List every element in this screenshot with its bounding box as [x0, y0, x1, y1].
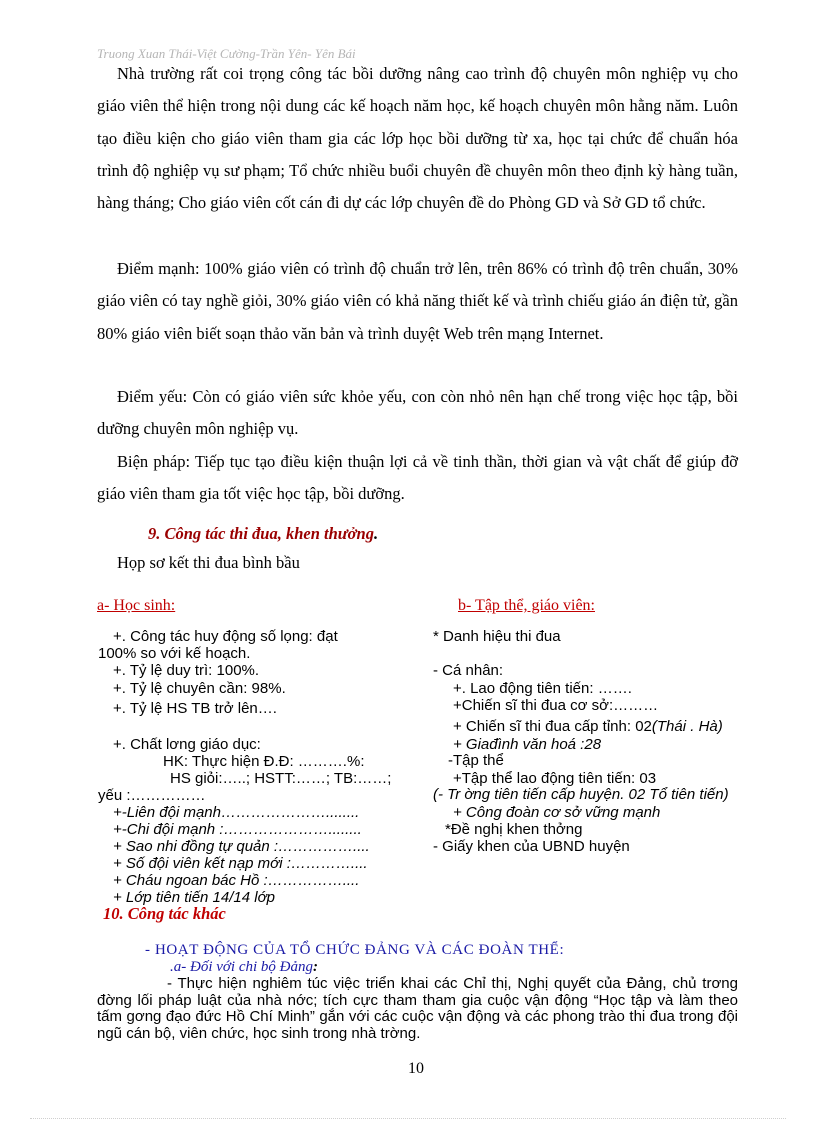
- list-item: * Danh hiệu thi đua: [433, 628, 561, 645]
- list-item: yếu :……………: [98, 787, 206, 804]
- page-bottom-rule: [30, 1118, 786, 1119]
- list-item: -Tập thể: [448, 752, 504, 769]
- paragraph-measures: Biện pháp: Tiếp tục tạo điều kiện thuận lợi cả về tinh thần, thời gian và vật chất để giúp đỡ giáo viên tham gia tốt việc học tập, bồi dưỡng.: [97, 452, 738, 504]
- list-item: HK: Thực hiện Đ.Đ: ……….%:: [163, 753, 365, 770]
- list-item: - Cá nhân:: [433, 662, 504, 679]
- paragraph-weaknesses: Điểm yếu: Còn có giáo viên sức khỏe yếu, con còn nhỏ nên hạn chế trong việc học tập, bồi dưỡng chuyên môn nghiệp vụ.: [97, 387, 738, 439]
- org-activities-heading: - HOẠT ĐỘNG CỦA TỔ CHỨC ĐẢNG VÀ CÁC ĐOÀN THỂ:: [145, 942, 565, 958]
- list-item: +-Chi đội mạnh :…………………........: [113, 821, 362, 838]
- list-item: + Số đội viên kết nạp mới :…………....: [113, 855, 368, 872]
- students-heading: a- Học sinh:: [97, 597, 176, 614]
- list-item: + Sao nhi đồng tự quản :……………....: [113, 838, 370, 855]
- list-item: +Chiến sĩ thi đua cơ sở:………: [453, 697, 659, 714]
- list-item: +. Tỷ lệ chuyên cần: 98%.: [113, 680, 286, 697]
- party-cell-subheading: .a- Đối với chi bộ Đảng:: [170, 959, 318, 975]
- list-item: + Chiến sĩ thi đua cấp tỉnh: 02(Thái . Hà): [453, 718, 723, 735]
- list-item: +. Chất lơng giáo dục:: [113, 736, 261, 753]
- paragraph-training: Nhà trường rất coi trọng công tác bồi dưỡng nâng cao trình độ chuyên môn nghiệp vụ cho giáo viên thể hiện trong nội dung các kế hoạch năm học, kế hoạch chuyên môn hằng năm. Luôn tạo điều kiện cho giáo viên tham gia các lớp học bồi dưỡng từ xa, học tại chức để chuẩn hóa trình độ nghiệp vụ sư phạm; Tổ chức nhiều buổi chuyên đề chuyên môn theo định kỳ hàng tuần, hàng tháng; Cho giáo viên cốt cán đi dự các lớp chuyên đề do Phòng GD và Sở GD tổ chức.: [97, 64, 738, 213]
- list-item: (- Tr ờng tiên tiến cấp huyện. 02 Tổ tiên tiến): [433, 786, 729, 803]
- list-item: +. Tỷ lệ duy trì: 100%.: [113, 662, 260, 679]
- header-note: Truong Xuan Thái-Việt Cường-Trần Yên- Yên Bái: [97, 46, 356, 61]
- party-cell-body: - Thực hiện nghiêm túc việc triển khai các Chỉ thị, Nghị quyết của Đảng, chủ trơng đờng lối pháp luật của nhà nớc; tích cực tham tham gia cuộc vận động “Học tập và làm theo tấm gơng đạo đức Hồ Chí Minh” gắn với các cuộc vận động và các phong trào thi đua trong đội ngũ cán bộ, viên chức, học sinh trong nhà trờng.: [97, 975, 738, 1042]
- list-item: + Lớp tiên tiến 14/14 lớp: [113, 889, 275, 906]
- section-9-subtitle: Họp sơ kết thi đua bình bầu: [117, 553, 300, 572]
- section-10-title: 10. Công tác khác: [103, 904, 226, 923]
- list-item: +. Tỷ lệ HS TB trở lên….: [113, 700, 277, 717]
- list-item: - Giấy khen của UBND huyện: [433, 838, 630, 855]
- list-item: + Giađình văn hoá :28: [453, 736, 602, 753]
- list-item: +Tập thể lao động tiên tiến: 03: [453, 770, 657, 787]
- list-item: + Cháu ngoan bác Hồ :……………....: [113, 872, 360, 889]
- list-item: HS giỏi:…..; HSTT:……; TB:……;: [170, 770, 392, 787]
- list-item: + Công đoàn cơ sở vững mạnh: [453, 804, 661, 821]
- section-9-title: 9. Công tác thi đua, khen thưởng.: [148, 524, 379, 543]
- list-item: *Đề nghị khen thởng: [445, 821, 583, 838]
- list-item: 100% so với kế hoạch.: [98, 645, 251, 662]
- list-item: +. Công tác huy động số lọng: đạt: [113, 628, 338, 645]
- page-number: 10: [408, 1060, 424, 1077]
- staff-heading: b- Tập thể, giáo viên:: [458, 597, 595, 614]
- list-item: +-Liên đội mạnh…………………........: [113, 804, 360, 821]
- list-item: +. Lao động tiên tiến: …….: [453, 680, 632, 697]
- paragraph-strengths: Điểm mạnh: 100% giáo viên có trình độ chuẩn trở lên, trên 86% có trình độ trên chuẩn, 30% giáo viên có tay nghề giỏi, 30% giáo viên có khả năng thiết kế và trình chiếu giáo án điện tử, gần 80% giáo viên biết soạn thảo văn bản và trình duyệt Web trên mạng Internet.: [97, 259, 738, 343]
